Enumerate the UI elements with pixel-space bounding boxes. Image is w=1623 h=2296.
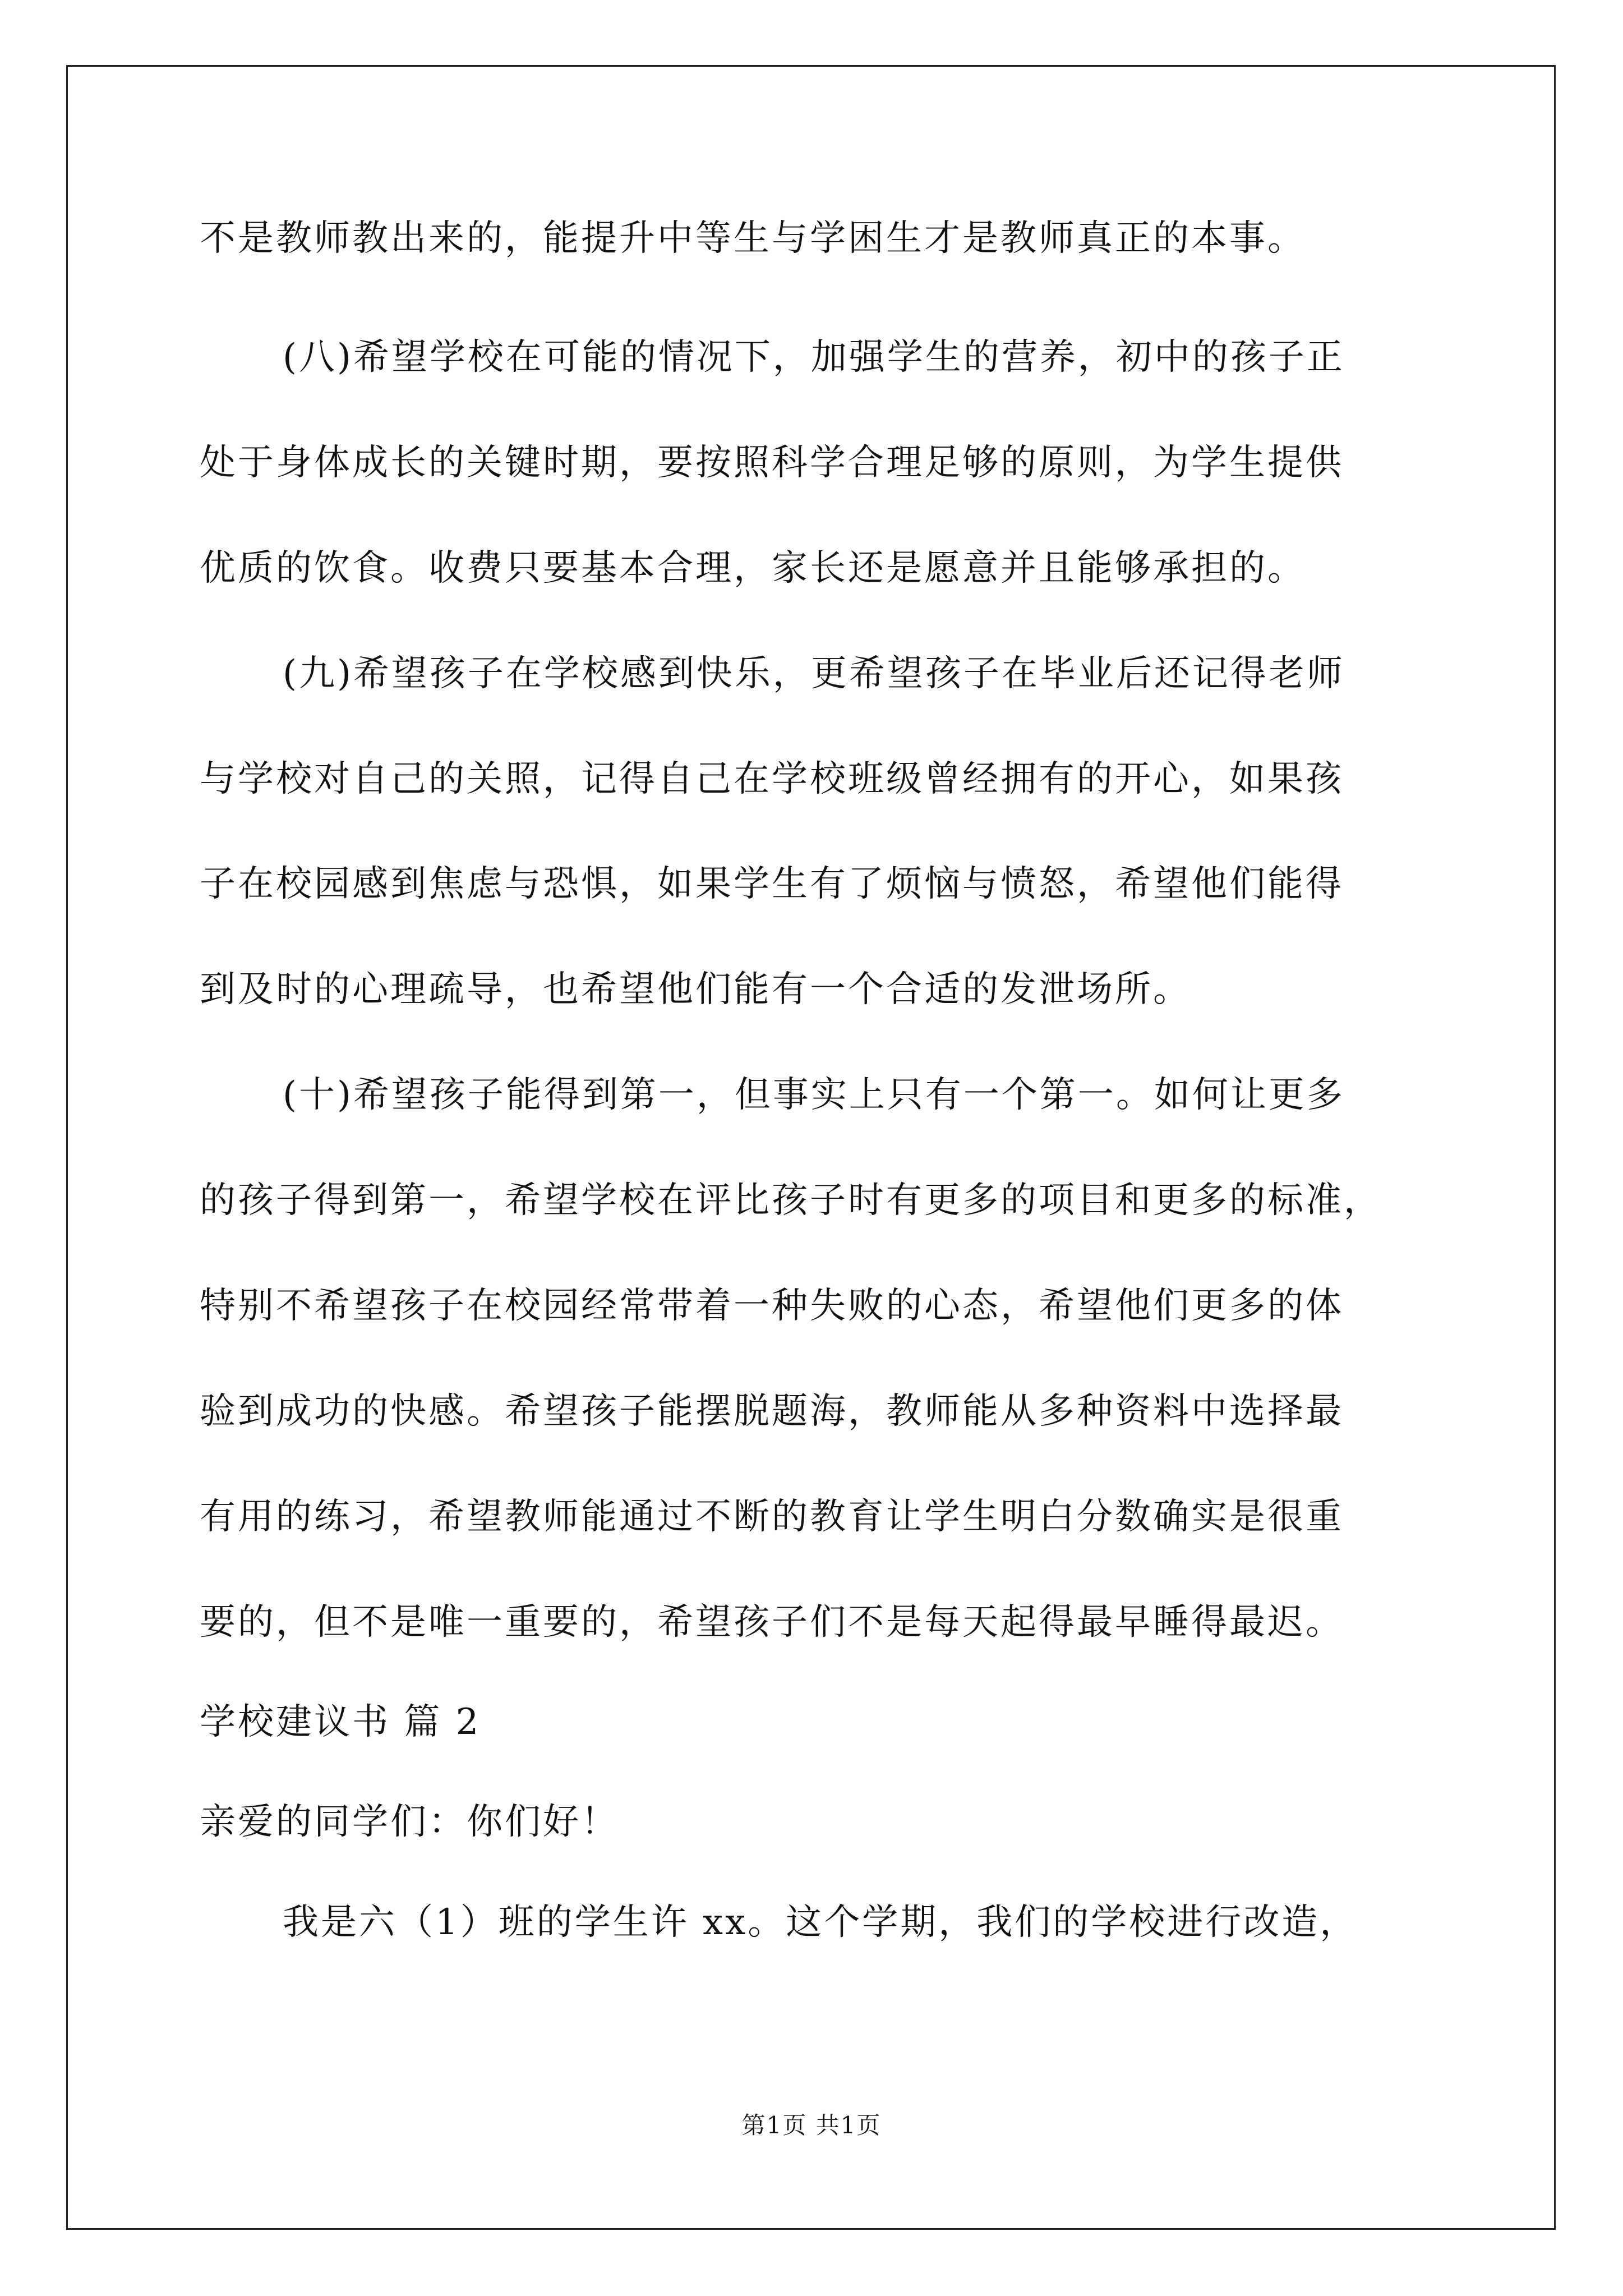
- paragraph-line: 子在校园感到焦虑与恐惧，如果学生有了烦恼与愤怒，希望他们能得: [200, 863, 1344, 905]
- paragraph-line: (九)希望孩子在学校感到快乐，更希望孩子在毕业后还记得老师: [283, 653, 1345, 694]
- paragraph-line: 到及时的心理疏导，也希望他们能有一个合适的发泄场所。: [200, 969, 1191, 1010]
- paragraph-line: 不是教师教出来的，能提升中等生与学困生才是教师真正的本事。: [200, 218, 1306, 259]
- section-heading: 学校建议书 篇 2: [200, 1701, 481, 1743]
- paragraph-line: 处于身体成长的关键时期，要按照科学合理足够的原则，为学生提供: [200, 442, 1344, 484]
- salutation: 亲爱的同学们：你们好！: [200, 1801, 619, 1843]
- page-footer: 第1页 共1页: [741, 2111, 882, 2139]
- paragraph-line: 有用的练习，希望教师能通过不断的教育让学生明白分数确实是很重: [200, 1496, 1344, 1538]
- paragraph-line: 与学校对自己的关照，记得自己在学校班级曾经拥有的开心，如果孩: [200, 758, 1344, 800]
- paragraph-line: 要的，但不是唯一重要的，希望孩子们不是每天起得最早睡得最迟。: [200, 1602, 1344, 1643]
- paragraph-line: 验到成功的快感。希望孩子能摆脱题海，教师能从多种资料中选择最: [200, 1391, 1344, 1432]
- paragraph-line: (十)希望孩子能得到第一，但事实上只有一个第一。如何让更多: [283, 1074, 1345, 1116]
- paragraph-line: 我是六（1）班的学生许 xx。这个学期，我们的学校进行改造，: [283, 1902, 1358, 1943]
- paragraph-line: (八)希望学校在可能的情况下，加强学生的营养，初中的孩子正: [283, 337, 1345, 378]
- paragraph-line: 的孩子得到第一，希望学校在评比孩子时有更多的项目和更多的标准，: [200, 1180, 1382, 1221]
- paragraph-line: 优质的饮食。收费只要基本合理，家长还是愿意并且能够承担的。: [200, 547, 1306, 589]
- paragraph-line: 特别不希望孩子在校园经常带着一种失败的心态，希望他们更多的体: [200, 1285, 1344, 1327]
